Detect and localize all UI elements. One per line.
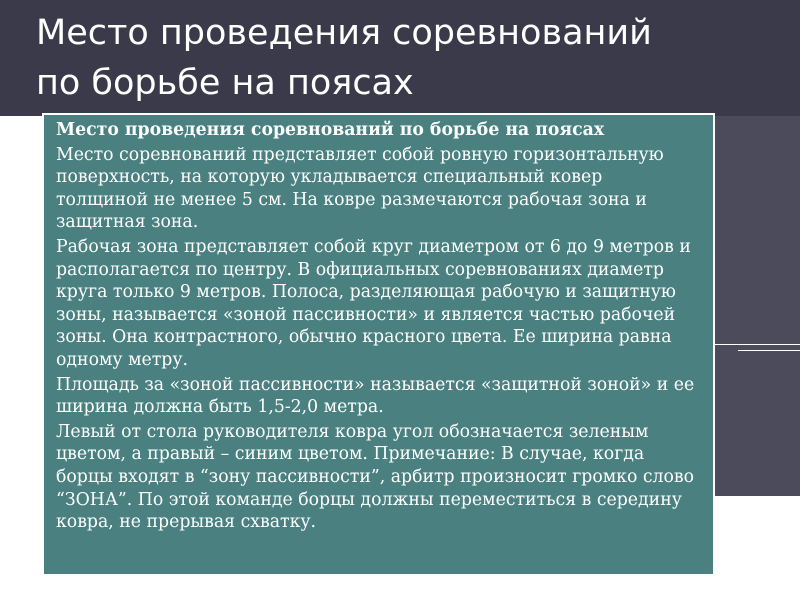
decorative-rule bbox=[715, 344, 800, 345]
slide-title-line-1: Место проведения соревнований bbox=[36, 13, 652, 53]
content-paragraph-3: Площадь за «зоной пассивности» называется «защитной зоной» и ее ширина должна быть 1,5-2,0 метра. bbox=[56, 374, 695, 418]
content-paragraph-4: Левый от стола руководителя ковра угол обозначается зеленым цветом, а правый – синим цветом. Примечание: В случае, когда борцы входят в “зону пассивности”, арбитр произносит громко слово “ЗОНА”. По этой команде борцы должны переместиться в середину ковра, не прерывая схватку. bbox=[56, 421, 695, 533]
content-paragraph-2: Рабочая зона представляет собой круг диаметром от 6 до 9 метров и располагается по центру. В официальных соревнованиях диаметр круга только 9 метров. Полоса, разделяющая рабочую и защитную зоны, называется «зоной пассивности» и является частью рабочей зоны. Она контрастного, обычно красного цвета. Ее ширина равна одному метру. bbox=[56, 236, 691, 370]
content-heading: Место проведения соревнований по борьбе на поясах bbox=[56, 120, 605, 140]
slide-title bbox=[36, 8, 756, 108]
decorative-rule bbox=[738, 350, 800, 351]
content-box bbox=[42, 113, 715, 576]
slide-title-line-2: по борьбе на поясах bbox=[36, 63, 414, 103]
content-paragraph-1: Место соревнований представляет собой ровную горизонтальную поверхность, на которую укладывается специальный ковер толщиной не менее 5 см. На ковре размечаются рабочая зона и защитная зона. bbox=[56, 144, 664, 233]
side-decoration-band bbox=[715, 116, 800, 496]
content-text bbox=[56, 119, 696, 534]
